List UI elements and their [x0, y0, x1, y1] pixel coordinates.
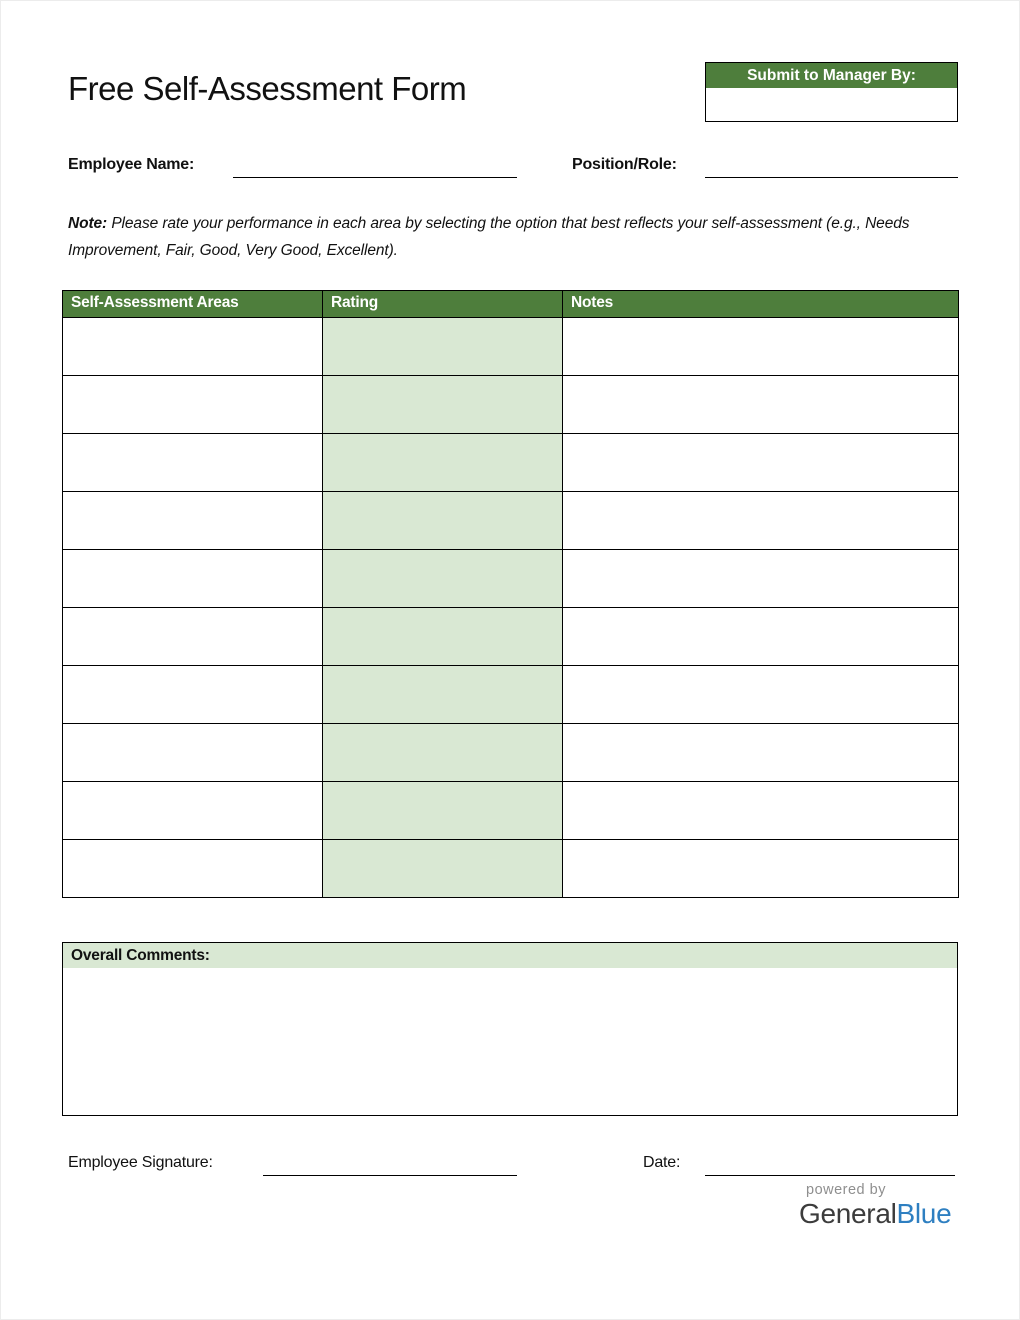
submit-to-manager-field[interactable] — [705, 88, 958, 122]
table-row — [63, 434, 959, 492]
note-text — [68, 210, 948, 264]
table-cell-rating[interactable] — [323, 608, 563, 666]
table-row — [63, 550, 959, 608]
table-cell-area[interactable] — [63, 608, 323, 666]
table-cell-rating[interactable] — [323, 782, 563, 840]
table-cell-area[interactable] — [63, 782, 323, 840]
table-cell-rating[interactable] — [323, 724, 563, 782]
table-cell-rating[interactable] — [323, 434, 563, 492]
employee-name-label: Employee Name: — [68, 156, 195, 173]
table-cell-notes[interactable] — [563, 550, 959, 608]
table-cell-notes[interactable] — [563, 318, 959, 376]
table-cell-area[interactable] — [63, 840, 323, 898]
brand-general: General — [799, 1198, 897, 1229]
table-cell-notes[interactable] — [563, 608, 959, 666]
table-row — [63, 608, 959, 666]
note-prefix: Note: — [68, 215, 108, 232]
table-cell-area[interactable] — [63, 550, 323, 608]
table-cell-area[interactable] — [63, 318, 323, 376]
table-cell-rating[interactable] — [323, 550, 563, 608]
header-notes: Notes — [563, 291, 959, 318]
header-self-assessment-areas: Self-Assessment Areas — [63, 291, 323, 318]
overall-comments-field[interactable] — [62, 968, 958, 1116]
table-cell-area[interactable] — [63, 666, 323, 724]
table-cell-area[interactable] — [63, 434, 323, 492]
date-label: Date: — [643, 1154, 681, 1171]
table-cell-notes[interactable] — [563, 376, 959, 434]
brand-blue: Blue — [896, 1198, 952, 1229]
general-blue-logo — [799, 1198, 951, 1230]
table-row — [63, 666, 959, 724]
table-cell-rating[interactable] — [323, 840, 563, 898]
table-row — [63, 782, 959, 840]
table-cell-area[interactable] — [63, 492, 323, 550]
table-row — [63, 492, 959, 550]
table-cell-rating[interactable] — [323, 666, 563, 724]
position-role-field[interactable] — [705, 150, 958, 178]
powered-by-text: powered by — [806, 1182, 886, 1198]
table-cell-area[interactable] — [63, 724, 323, 782]
table-cell-rating[interactable] — [323, 492, 563, 550]
employee-signature-field[interactable] — [263, 1148, 517, 1176]
overall-comments-label: Overall Comments: — [62, 942, 958, 969]
table-cell-notes[interactable] — [563, 724, 959, 782]
position-role-label: Position/Role: — [572, 156, 677, 173]
self-assessment-table — [62, 290, 959, 898]
table-cell-notes[interactable] — [563, 434, 959, 492]
table-cell-notes[interactable] — [563, 492, 959, 550]
employee-name-field[interactable] — [233, 150, 517, 178]
employee-signature-label: Employee Signature: — [68, 1154, 213, 1171]
table-cell-rating[interactable] — [323, 318, 563, 376]
table-header-row — [63, 291, 959, 318]
header-rating: Rating — [323, 291, 563, 318]
submit-to-manager-header: Submit to Manager By: — [705, 62, 958, 89]
table-cell-notes[interactable] — [563, 782, 959, 840]
note-body: Please rate your performance in each area by selecting the option that best reflects your self-assessment (e.g., Needs Improvement, Fair, Good, Very Good, Excellent). — [68, 215, 910, 260]
table-row — [63, 724, 959, 782]
table-cell-notes[interactable] — [563, 840, 959, 898]
table-cell-notes[interactable] — [563, 666, 959, 724]
table-row — [63, 840, 959, 898]
date-field[interactable] — [705, 1148, 955, 1176]
table-cell-rating[interactable] — [323, 376, 563, 434]
page-title: Free Self-Assessment Form — [68, 70, 467, 107]
table-cell-area[interactable] — [63, 376, 323, 434]
table-row — [63, 318, 959, 376]
table-row — [63, 376, 959, 434]
